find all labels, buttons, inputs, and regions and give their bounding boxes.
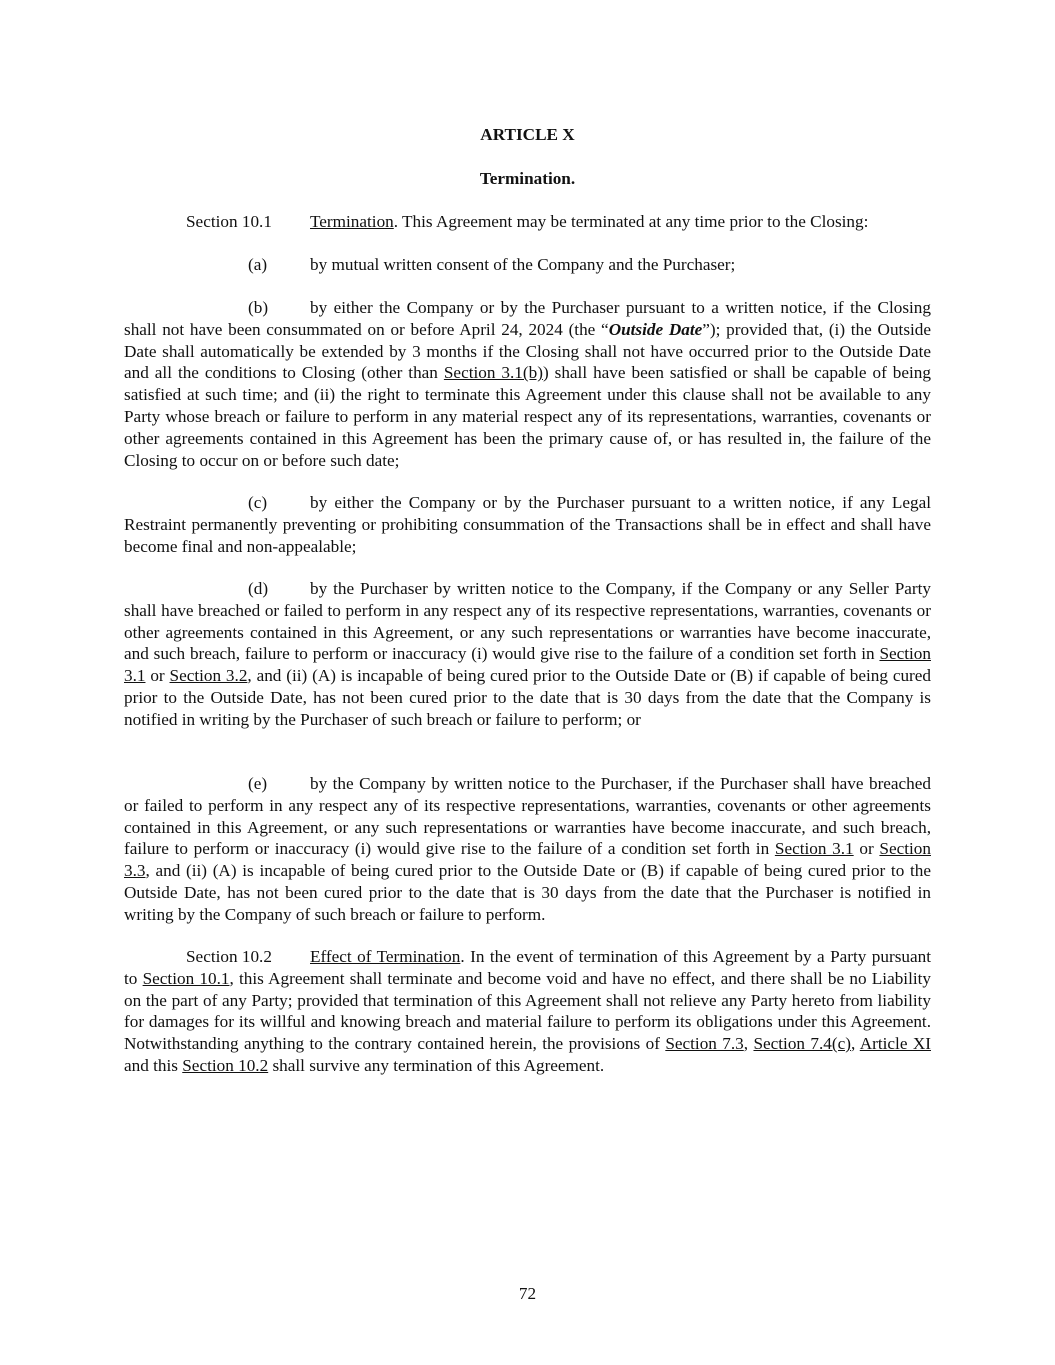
clause-b-label: (b) [248,298,269,317]
clause-b-text-2: ”); provided that, (i) the Outside Date shall automatically be extended by 3 months if the Closing shall not have occurred prior to the Outside Date and all the conditions to Closing (other than [124,319,931,383]
clause-e-text-2: or [853,839,880,859]
clause-d-section-ref-2[interactable]: Section 3.2 [169,666,248,686]
clause-d-label: (d) [248,579,269,598]
clause-e [124,773,931,926]
clause-e-section-ref-2[interactable]: Section 3.3 [124,839,931,881]
section-10-2-ref-7-3[interactable]: Section 7.3 [665,1034,744,1054]
section-10-2-ref-10-2[interactable]: Section 10.2 [182,1055,269,1075]
article-title: ARTICLE X [480,125,575,144]
clause-b-text-3: ) shall have been satisfied or shall be capable of being satisfied at such time; and (ii) the right to terminate this Agreement under this clause shall not be available to any Party whose breach or failure to perform in any material respect any of its representations, warranties, covenants or other agreements contained in this Agreement has been the primary cause of, or has resulted in, the failure of the Closing to occur on or before such date; [124,363,931,470]
clause-d-section-ref-1[interactable]: Section 3.1 [124,644,931,686]
clause-d-text-1: by the Purchaser by written notice to the Company, if the Company or any Seller Party shall have breached or failed to perform in any respect any of its respective representations, warranties, covenants or other agreements contained in this Agreement, or any such representations or warranties have become inaccurate, and such breach, failure to perform or inaccuracy (i) would give rise to the failure of a condition set forth in [124,579,931,664]
clause-e-text-3: , and (ii) (A) is incapable of being cured prior to the Outside Date or (B) if capable of being cured prior to the Outside Date, has not been cured prior to the date that is 30 days from the date that the Purchaser is notified in writing by the Company of such breach or failure to perform. [124,861,931,924]
page-number: 72 [518,1284,537,1303]
clause-a-text: by mutual written consent of the Company and the Purchaser; [310,255,736,274]
clause-b-text-1: by either the Company or by the Purchaser pursuant to a written notice, if the Closing shall not have been consummated on or before April 24, 2024 (the “ [124,298,931,339]
clause-d [124,578,931,731]
clause-a-label: (a) [248,255,268,274]
clause-d-text-2: or [145,666,170,686]
section-10-2 [124,946,931,1077]
section-10-1-lead [310,211,868,233]
section-10-2-ref-7-4c[interactable]: Section 7.4(c) [753,1034,851,1054]
clause-e-section-ref-1[interactable]: Section 3.1 [774,839,854,859]
section-10-2-sep-1: , [743,1034,754,1054]
section-10-2-text-1: . In the event of termination of this Agreement by a Party pursuant to [124,947,931,988]
clause-e-label: (e) [248,774,268,793]
section-10-2-text-4: shall survive any termination of this Agreement. [268,1055,605,1075]
clause-c-text: by either the Company or by the Purchaser pursuant to a written notice, if any Legal Restraint permanently preventing or prohibiting consummation of the Transactions shall be in effect and shall have become final and non-appealable; [124,493,931,556]
section-10-1-lead-text: . This Agreement may be terminated at any time prior to the Closing: [393,212,869,231]
clause-c-label: (c) [248,493,268,512]
section-10-2-text-3: and this [124,1055,183,1075]
clause-d-text-3: , and (ii) (A) is incapable of being cured prior to the Outside Date or (B) if capable of being cured prior to the Outside Date, has not been cured prior to the date that is 30 days from the date that the Company is notified in writing by the Purchaser of such breach or failure to perform; or [124,666,932,729]
clause-b-section-ref[interactable]: Section 3.1(b) [443,363,543,383]
section-10-2-text-2: , this Agreement shall terminate and become void and have no effect, and there shall be no Liability on the part of any Party; provided that termination of this Agreement shall not relieve any Party hereto from liability for damages for its willful and knowing breach and material failure to perform its obligations under this Agreement. Notwithstanding anything to the contrary contained herein, the provisions of [124,968,931,1054]
clause-a [124,254,931,276]
section-10-2-title: Effect of Termination [310,947,461,966]
clause-b [124,297,931,471]
section-10-1-title: Termination [310,212,394,231]
article-subtitle: Termination. [479,169,576,188]
section-10-1-number: Section 10.1 [186,212,272,231]
section-10-2-ref-article-xi[interactable]: Article XI [859,1034,931,1054]
clause-e-text-1: by the Company by written notice to the Purchaser, if the Purchaser shall have breached or failed to perform in any respect any of its respective representations, warranties, covenants or other agreements contained in this Agreement, or any such representations or warranties have become inaccurate, and such breach, failure to perform or inaccuracy (i) would give rise to the failure of a condition set forth in [124,774,931,859]
clause-c [124,492,931,557]
section-10-2-number: Section 10.2 [186,947,272,966]
section-10-2-sep-2: , [850,1034,860,1054]
outside-date-defined-term: Outside Date [608,319,703,339]
section-10-2-ref-10-1[interactable]: Section 10.1 [142,968,230,988]
